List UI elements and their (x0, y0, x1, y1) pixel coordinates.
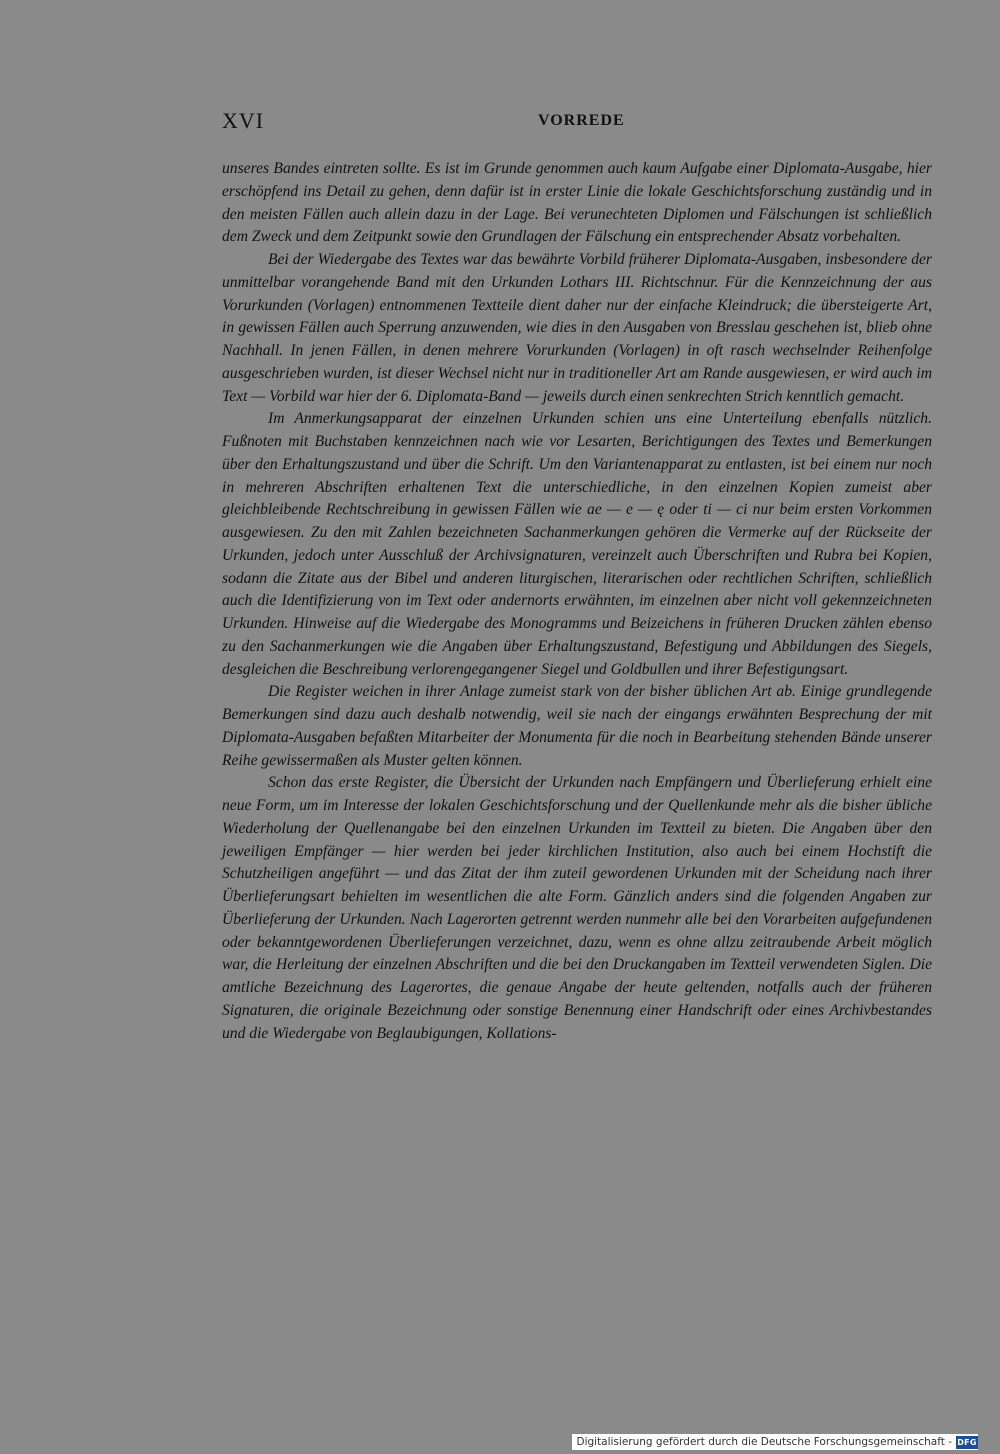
page-header (222, 108, 932, 138)
paragraph: Bei der Wiedergabe des Textes war das bewährte Vorbild früherer Diplomata-Ausgaben, insbesondere der unmittelbar vorangehende Band mit den Urkunden Lothars III. Richtschnur. Für die Kennzeichnung der aus Vorurkunden (Vorlagen) entnommenen Textteile dient daher nur der einfache Kleindruck; die übersteigerte Art, in gewissen Fällen auch Sperrung anzuwenden, wie dies in den Ausgaben von Bresslau geschehen ist, blieb ohne Nachhall. In jenen Fällen, in denen mehrere Vorurkunden (Vorlagen) in oft rasch wechselnder Reihenfolge ausgeschrieben wurden, ist dieser Wechsel nicht nur in traditioneller Art am Rande ausgewiesen, er wird auch im Text — Vorbild war hier der 6. Diplomata-Band — jeweils durch einen senkrechten Strich kenntlich gemacht. (222, 251, 932, 405)
page-number: XVI (222, 108, 265, 133)
paragraph: unseres Bandes eintreten sollte. Es ist im Grunde genommen auch kaum Aufgabe einer Diplomata-Ausgabe, hier erschöpfend ins Detail zu gehen, denn dafür ist in erster Linie die lokale Geschichtsforschung zuständig und in den meisten Fällen auch allein dazu in der Lage. Bei verunechteten Diplomen und Fälschungen ist schließlich dem Zweck und dem Zeitpunkt sowie den Grundlagen der Fälschung ein entsprechender Absatz vorbehalten. (222, 160, 932, 246)
funding-note: Digitalisierung gefördert durch die Deutsche Forschungsgemeinschaft - (576, 1436, 952, 1448)
paragraph: Schon das erste Register, die Übersicht der Urkunden nach Empfängern und Überlieferung erhielt eine neue Form, um im Interesse der lokalen Geschichtsforschung und der Quellenkunde mehr als die bisher übliche Wiederholung der Quellenangabe bei den einzelnen Urkunden im Textteil zu bieten. Die Angaben über den jeweiligen Empfänger — hier werden bei jeder kirchlichen Institution, also auch bei einem Hochstift die Schutzheiligen angeführt — und das Zitat der ihm zuteil gewordenen Urkunden mit der Scheidung nach ihrer Überlieferungsart behielten im wesentlichen die alte Form. Gänzlich anders sind die folgenden Angaben zur Überlieferung der Urkunden. Nach Lagerorten getrennt werden nunmehr alle bei den Vorarbeiten aufgefundenen oder bekanntgewordenen Überlieferungen verzeichnet, dazu, wenn es ohne allzu zeitraubende Arbeit möglich war, die Herleitung der einzelnen Abschriften und die bei den Druckangaben im Textteil verwendeten Siglen. Die amtliche Bezeichnung des Lagerortes, die genaue Angabe der heute geltenden, notfalls auch der früheren Signaturen, die originale Bezeichnung oder sonstige Benennung einer Handschrift oder eines Archivbestandes und die Wiedergabe von Beglaubigungen, Kollations- (222, 774, 932, 1042)
funding-footer (572, 1434, 978, 1450)
running-title: VORREDE (538, 112, 625, 129)
paragraph: Die Register weichen in ihrer Anlage zumeist stark von der bisher üblichen Art ab. Einige grundlegende Bemerkungen sind dazu auch deshalb notwendig, weil sie nach der eingangs erwähnten Besprechung der mit Diplomata-Ausgaben befaßten Mitarbeiter der Monumenta für die noch in Bearbeitung stehenden Bände unserer Reihe gewissermaßen als Muster gelten können. (222, 683, 932, 769)
paragraph: Im Anmerkungsapparat der einzelnen Urkunden schien uns eine Unterteilung ebenfalls nützlich. Fußnoten mit Buchstaben kennzeichnen nach wie vor Lesarten, Berichtigungen des Textes und Bemerkungen über den Erhaltungszustand und über die Schrift. Um den Variantenapparat zu entlasten, ist bei einem nur noch in mehreren Abschriften erhaltenen Text die unterschiedliche, in den einzelnen Kopien zumeist aber gleichbleibende Rechtschreibung in gewissen Fällen wie ae — e — ę oder ti — ci nur beim ersten Vorkommen ausgewiesen. Zu den mit Zahlen bezeichneten Sachanmerkungen gehören die Vermerke auf der Rückseite der Urkunden, jedoch unter Ausschluß der Archivsignaturen, vereinzelt auch Überschriften und Rubra bei Kopien, sodann die Zitate aus der Bibel und anderen liturgischen, literarischen oder rechtlichen Schriften, schließlich auch die Identifizierung von im Text oder andernorts erwähnten, im einzelnen aber nicht voll gekennzeichneten Urkunden. Hinweise auf die Wiedergabe des Monogramms und Beizeichens in früheren Drucken zählen ebenso zu den Sachanmerkungen wie die Angaben über Erhaltungszustand, Befestigung und Abbildungen des Siegels, desgleichen die Beschreibung verlorengegangener Siegel und Goldbullen und ihrer Befestigungsart. (222, 410, 932, 678)
dfg-logo-icon: DFG (957, 1437, 977, 1447)
body-text (222, 158, 932, 1045)
